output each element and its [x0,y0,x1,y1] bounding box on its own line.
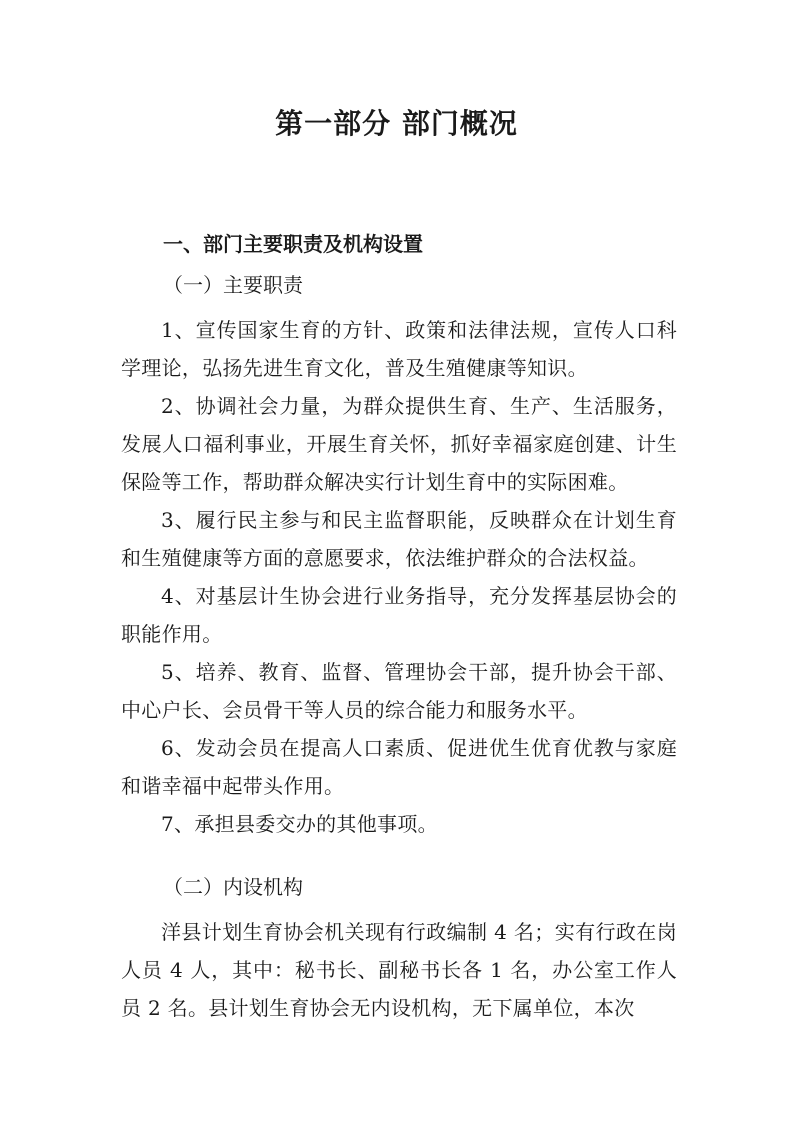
structure-paragraph: 洋县计划生育协会机关现有行政编制 4 名；实有行政在岗人员 4 人，其中：秘书长、副秘书长各 1 名，办公室工作人员 2 名。县计划生育协会无内设机构，无下属单位，本次 [121,920,677,1020]
structure-text [121,913,677,1027]
duty-item: 2、协调社会力量，为群众提供生育、生产、生活服务，发展人口福利事业，开展生育关怀，抓好幸福家庭创建、计生保险等工作，帮助群众解决实行计划生育中的实际困难。 [121,394,677,494]
page-title: 第一部分 部门概况 [275,107,518,140]
section-heading: 一、部门主要职责及机构设置 [163,232,423,256]
duty-item: 3、履行民主参与和民主监督职能，反映群众在计划生育和生殖健康等方面的意愿要求，依法维护群众的合法权益。 [121,508,677,570]
duties-list [121,311,677,843]
duty-item: 5、培养、教育、监督、管理协会干部，提升协会干部、中心户长、会员骨干等人员的综合能力和服务水平。 [121,660,677,722]
duty-item: 7、承担县委交办的其他事项。 [161,812,438,836]
subsection-heading-duties: （一）主要职责 [163,273,303,297]
duty-item: 6、发动会员在提高人口素质、促进优生优育优教与家庭和谐幸福中起带头作用。 [121,736,677,798]
subsection-heading-structure: （二）内设机构 [163,875,303,899]
duty-item: 1、宣传国家生育的方针、政策和法律法规，宣传人口科学理论，弘扬先进生育文化，普及生殖健康等知识。 [121,318,677,380]
duty-item: 4、对基层计生协会进行业务指导，充分发挥基层协会的职能作用。 [121,584,677,646]
